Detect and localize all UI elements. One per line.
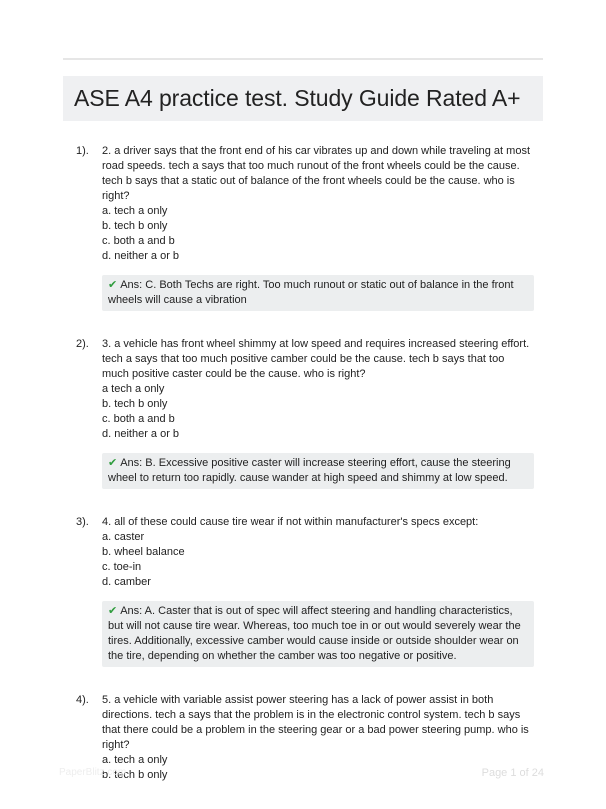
top-divider xyxy=(63,58,543,60)
option: c. both a and b xyxy=(102,413,175,425)
answer-box xyxy=(102,275,534,311)
question-item xyxy=(63,144,543,311)
option: a. caster xyxy=(102,531,145,543)
title-bar xyxy=(63,76,543,121)
option: d. neither a or b xyxy=(102,428,180,440)
options-list xyxy=(102,382,534,442)
question-text: 5. a vehicle with variable assist power steering has a lack of power assist in both directions. tech a says that the problem is in the electronic control system. tech b says that there could be a problem in the steering gear or a bad power steering pump. who is right? xyxy=(102,694,529,751)
answer-box xyxy=(102,601,534,667)
page-number: Page 1 of 24 xyxy=(481,767,544,779)
question-body xyxy=(102,337,534,489)
answer-text: Ans: A. Caster that is out of spec will affect steering and handling characteristics, but will not cause tire wear. Whereas, too much toe in or out would severely wear the tires. Additionally, excessive camber would cause inside or outside shoulder wear on the tire, depending on whether the camber was too negative or positive. xyxy=(108,605,521,662)
answer-text: Ans: B. Excessive positive caster will increase steering effort, cause the steering wheel to return too rapidly. cause wander at high speed and shimmy at low speed. xyxy=(108,457,511,484)
question-list xyxy=(63,144,543,809)
question-item xyxy=(63,693,543,783)
check-icon: ✔ xyxy=(108,605,118,617)
answer-text: Ans: C. Both Techs are right. Too much runout or static out of balance in the front wheels will cause a vibration xyxy=(108,279,514,306)
options-list xyxy=(102,753,534,783)
question-body xyxy=(102,144,534,311)
option: c. both a and b xyxy=(102,235,175,247)
question-text: 2. a driver says that the front end of his car vibrates up and down while traveling at most road speeds. tech a says that too much runout of the front wheels could be the cause. tech b says that a static out of balance of the front wheels could be the cause. who is right? xyxy=(102,145,531,202)
option: a tech a only xyxy=(102,383,165,395)
question-number: 1). xyxy=(76,145,89,157)
option: b. tech b only xyxy=(102,769,168,781)
options-list xyxy=(102,204,534,264)
question-number: 2). xyxy=(76,338,89,350)
question-text: 3. a vehicle has front wheel shimmy at low speed and requires increased steering effort. tech a says that too much positive camber could be the cause. tech b says that too much positive caster could be the cause. who is right? xyxy=(102,338,530,380)
question-number: 3). xyxy=(76,516,89,528)
page-title: ASE A4 practice test. Study Guide Rated A+ xyxy=(74,85,521,111)
option: c. toe-in xyxy=(102,561,142,573)
question-item xyxy=(63,515,543,667)
option: b. tech b only xyxy=(102,398,168,410)
option: a. tech a only xyxy=(102,205,168,217)
options-list xyxy=(102,530,534,590)
option: b. wheel balance xyxy=(102,546,185,558)
check-icon: ✔ xyxy=(108,279,118,291)
option: b. tech b only xyxy=(102,220,168,232)
option: d. neither a or b xyxy=(102,250,180,262)
question-text: 4. all of these could cause tire wear if not within manufacturer's specs except: xyxy=(102,516,479,528)
question-item xyxy=(63,337,543,489)
question-body xyxy=(102,693,534,783)
check-icon: ✔ xyxy=(108,457,118,469)
question-number: 4). xyxy=(76,694,89,706)
option: a. tech a only xyxy=(102,754,168,766)
answer-box xyxy=(102,453,534,489)
option: d. camber xyxy=(102,576,151,588)
footer-watermark: PaperBlitz.com xyxy=(59,767,127,778)
question-body xyxy=(102,515,534,667)
